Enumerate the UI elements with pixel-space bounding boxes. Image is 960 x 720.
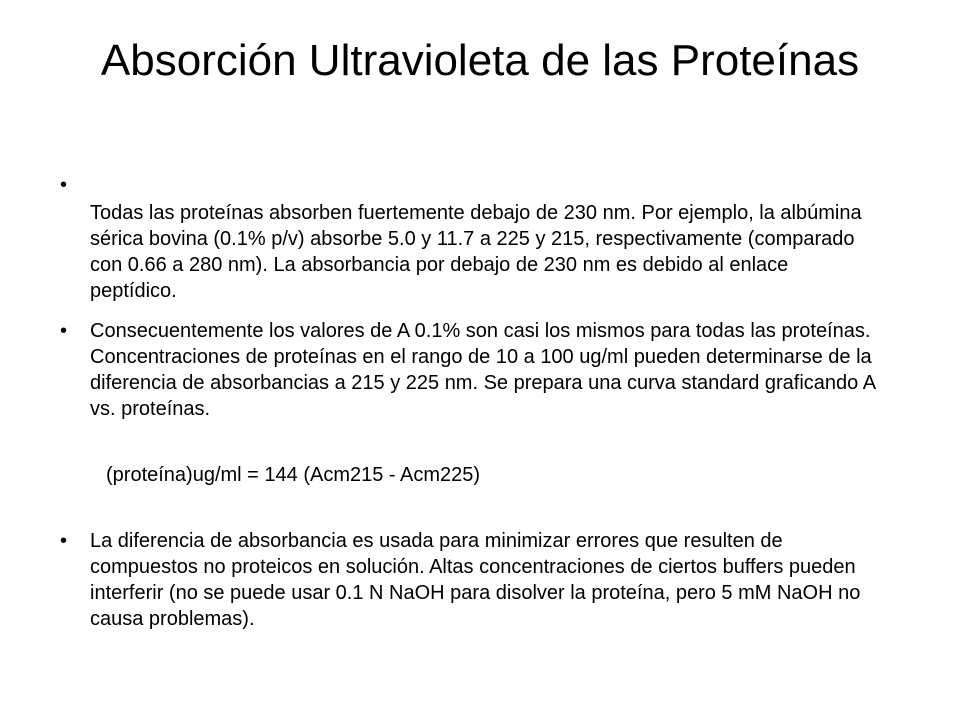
bullet-text: Todas las proteínas absorben fuertemente debajo de 230 nm. Por ejemplo, la albúmina sérica bovina (0.1% p/v) absorbe 5.0 y 11.7 a 225 y 215, respectivamente (comparado con 0.66 a 280 nm). La absorbancia por debajo de 230 nm es debido al enlace peptídico. [90, 202, 862, 302]
bullet-dot-icon: • [60, 320, 68, 342]
bullet-dot-icon: • [60, 530, 68, 552]
bullet-dot-icon: • [60, 174, 68, 196]
bullet-text: La diferencia de absorbancia es usada para minimizar errores que resulten de compuestos no proteicos en solución. Altas concentraciones de ciertos buffers pueden interferir (no se puede usar 0.1 N NaOH para disolver la proteína, pero 5 mM NaOH no causa problemas). [90, 530, 861, 630]
bullet-item [60, 318, 880, 422]
bullet-item [60, 528, 880, 632]
bullet-text: Consecuentemente los valores de A 0.1% son casi los mismos para todas las proteínas. Concentraciones de proteínas en el rango de 10 a 100 ug/ml pueden determinarse de la diferencia de absorbancias a 215 y 225 nm. Se prepara una curva standard graficando A vs. proteínas. [90, 320, 875, 420]
bullet-item [60, 172, 880, 304]
slide-content [60, 172, 880, 632]
slide-title: Absorción Ultravioleta de las Proteínas [100, 36, 860, 85]
formula: (proteína)ug/ml = 144 (Acm215 - Acm225) [106, 464, 481, 486]
